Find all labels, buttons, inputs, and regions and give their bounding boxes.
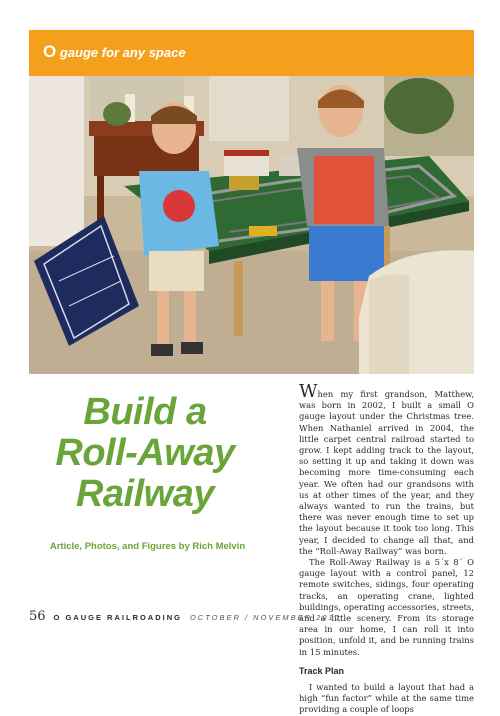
section-subhead: Track Plan [299, 665, 345, 676]
page-number: 56 [29, 609, 46, 624]
drop-cap: W [299, 381, 318, 402]
article-photo [29, 76, 474, 374]
page-footer [29, 609, 469, 625]
article-headline: Build a Roll-Away Railway [55, 391, 235, 515]
article-byline: Article, Photos, and Figures by Rich Melvin [49, 541, 246, 552]
paragraph-1: When my first grandson, Matthew, was born in 2002, I built a small O gauge layout under the Christmas tree. When Nathaniel arrived in 2004, the little carpet central railroad started to grow. I kept adding track to the layout, so setting it up and taking it down was becoming more time-consuming each year. We often had our grandsons with us at other times of the year, and they always wanted to run the trains, but there was never enough time to set up the layout because it took too long. This year, I decided to change all that, and the “Roll-Away Railway” was born. [299, 381, 474, 556]
paragraph-2: The Roll-Away Railway is a 5´x 8´ O gauge layout with a control panel, 12 remote switches, sidings, four operating tracks, an operating crane, lighted buildings, operating accessories, streets, and a little scenery. From its storage area in our home, I can roll it into position, unfold it, and be running trains in 15 minutes. [299, 557, 474, 657]
article-body [299, 381, 474, 716]
publication-name: O GAUGE RAILROADING [53, 613, 182, 622]
section-banner [29, 30, 474, 76]
section-title: O gauge for any space [43, 42, 186, 61]
issue-date: OCTOBER / NOVEMBER 2010 [189, 613, 341, 622]
paragraph-3: I wanted to build a layout that had a high “fun factor” while at the same time providing a couple of loops [299, 682, 474, 715]
